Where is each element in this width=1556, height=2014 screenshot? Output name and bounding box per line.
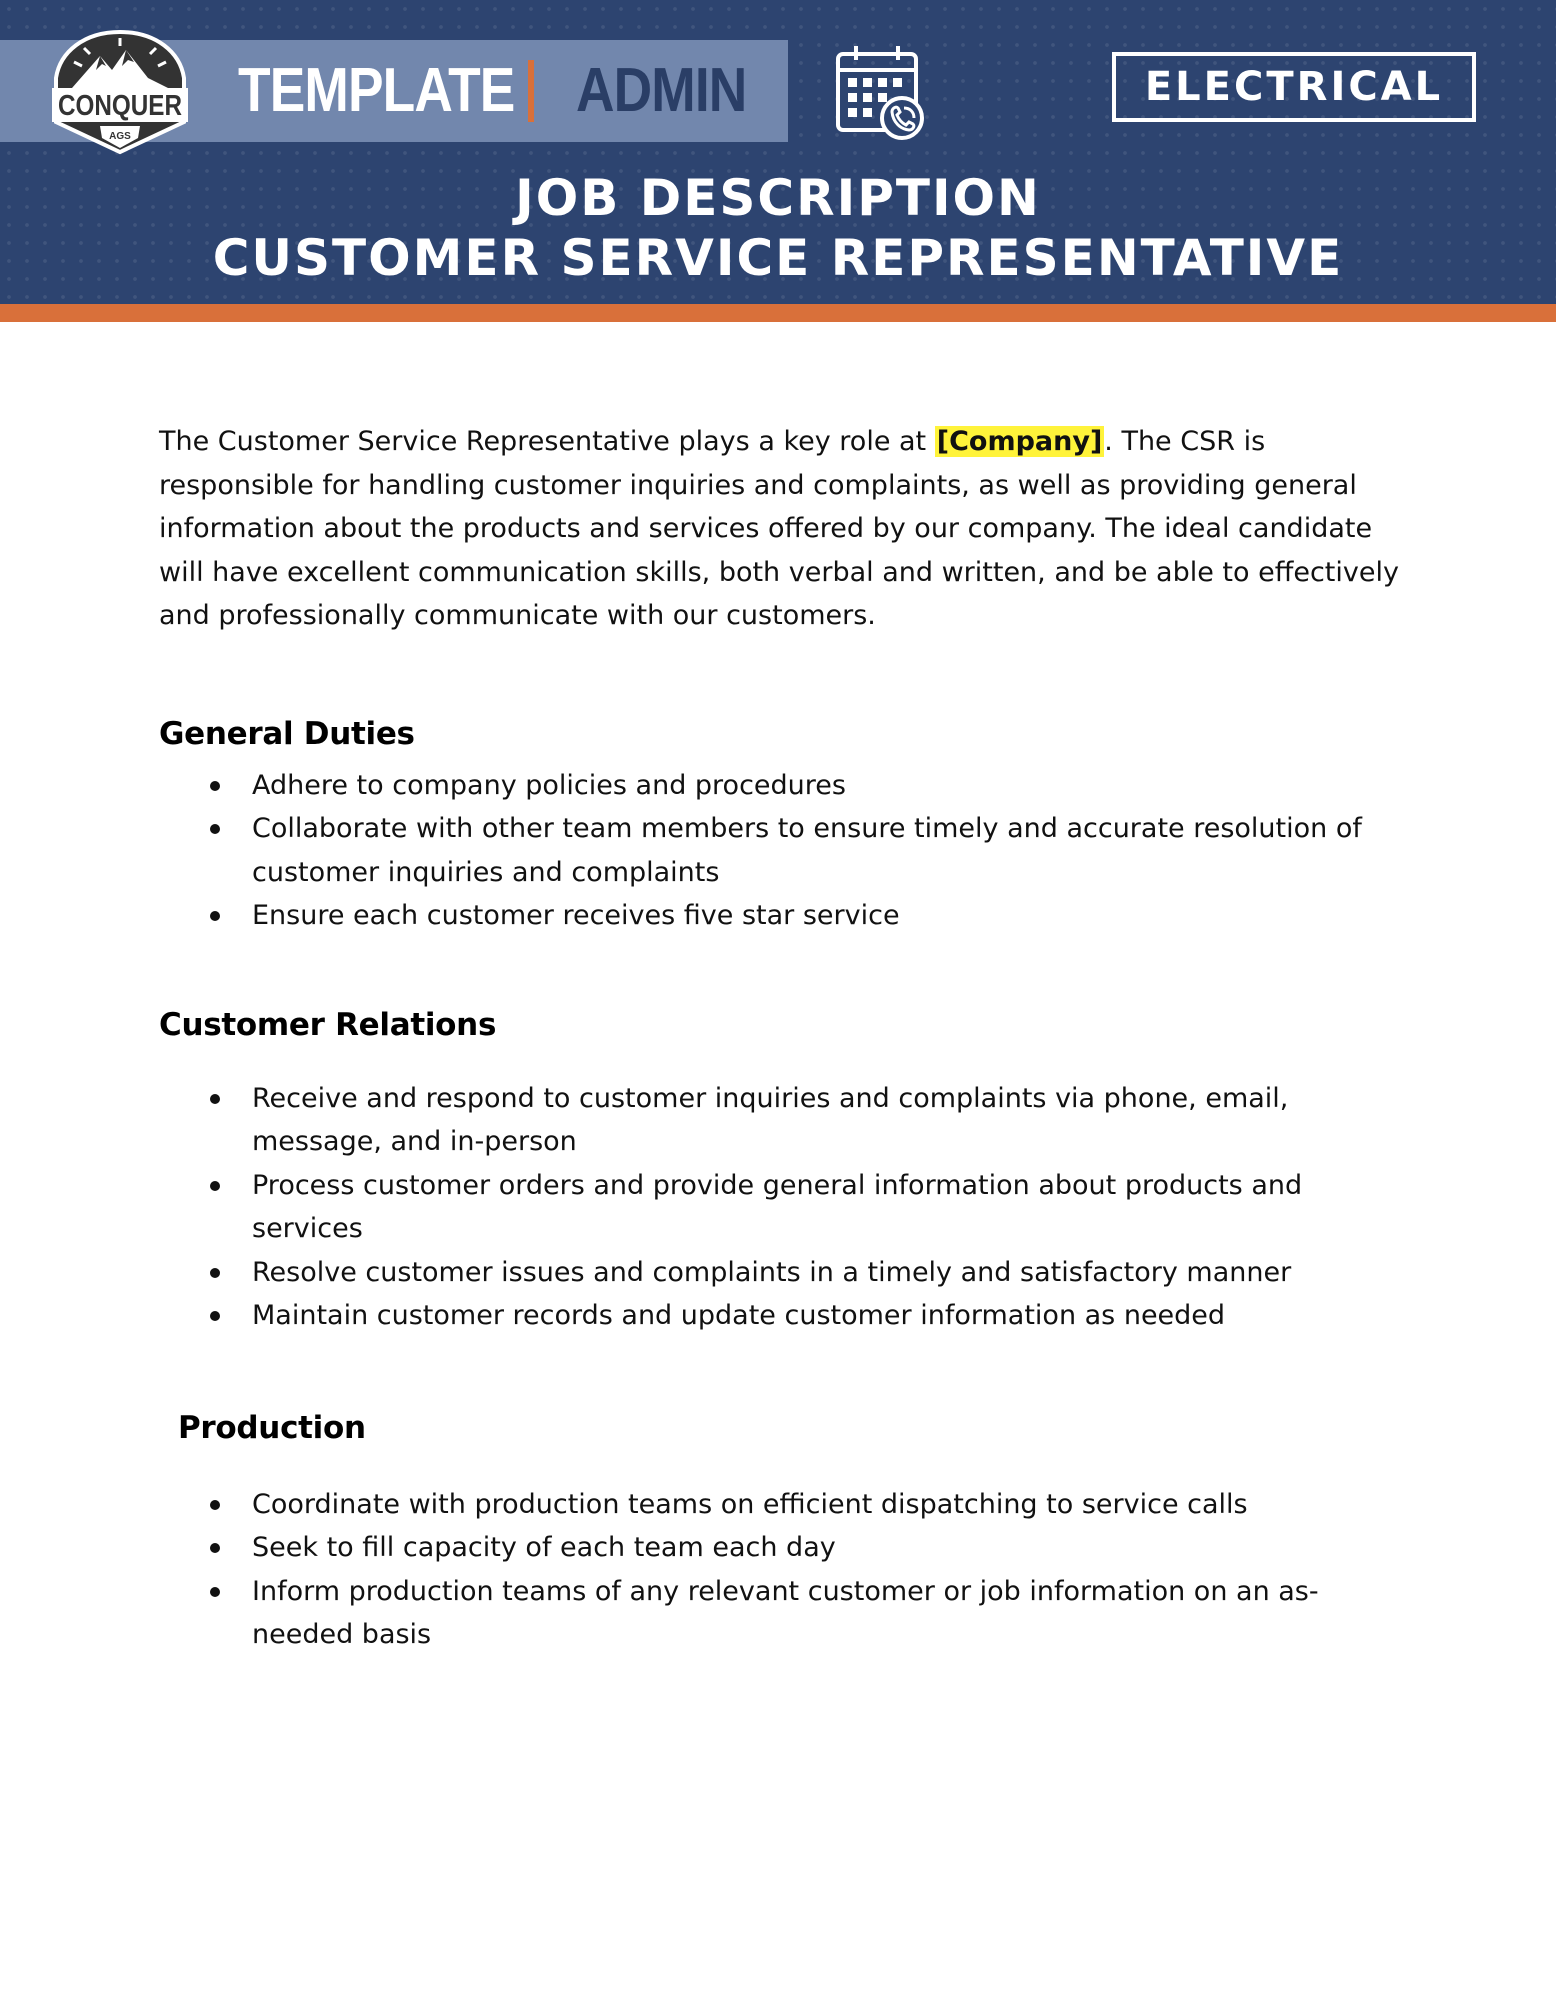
- section-heading-general-duties: General Duties: [159, 715, 415, 752]
- list-item: Coordinate with production teams on efficient dispatching to service calls: [159, 1483, 1399, 1527]
- list-item: Receive and respond to customer inquiries and complaints via phone, email, message, and in-person: [159, 1077, 1399, 1164]
- list-item: Collaborate with other team members to ensure timely and accurate resolution of customer inquiries and complaints: [159, 807, 1399, 894]
- document-body: [159, 420, 1429, 1657]
- trade-badge: [1112, 52, 1476, 122]
- header-accent-stripe: [0, 304, 1556, 322]
- document-title: [0, 168, 1556, 288]
- trade-label: ELECTRICAL: [1144, 64, 1444, 110]
- list-item: Inform production teams of any relevant customer or job information on an as-needed basis: [159, 1570, 1399, 1657]
- intro-paragraph: [159, 420, 1419, 638]
- conquer-logo: [44, 26, 196, 156]
- list-item: Maintain customer records and update customer information as needed: [159, 1294, 1399, 1338]
- list-item: Seek to fill capacity of each team each day: [159, 1526, 1399, 1570]
- list-item: Process customer orders and provide general information about products and services: [159, 1164, 1399, 1251]
- list-item: Ensure each customer receives five star service: [159, 894, 1399, 938]
- section-heading-customer-relations: Customer Relations: [159, 1006, 497, 1043]
- list-item: Resolve customer issues and complaints in a timely and satisfactory manner: [159, 1251, 1399, 1295]
- brand-admin-label: ADMIN: [576, 56, 747, 125]
- intro-text-before: The Customer Service Representative plays a key role at: [159, 426, 935, 457]
- logo-subtext: AGS: [109, 131, 131, 142]
- list-item: Adhere to company policies and procedures: [159, 764, 1399, 808]
- brand-template-label: TEMPLATE: [238, 56, 515, 125]
- title-line-1: JOB DESCRIPTION: [515, 169, 1041, 227]
- production-list: [159, 1483, 1399, 1657]
- page-header: [0, 0, 1556, 322]
- logo-wordmark: CONQUER: [58, 90, 183, 122]
- intro-text-after: . The CSR is responsible for handling customer inquiries and complaints, as well as providing general information about the products and services offered by our company. The ideal candidate will have excellent communication skills, both verbal and written, and be able to effectively and professionally communicate with our customers.: [159, 426, 1399, 631]
- general-duties-list: [159, 764, 1399, 938]
- section-heading-production: Production: [178, 1409, 366, 1446]
- brand-divider: [528, 60, 534, 122]
- calendar-phone-icon: [832, 42, 930, 142]
- company-placeholder: [Company]: [936, 426, 1103, 457]
- title-line-2: CUSTOMER SERVICE REPRESENTATIVE: [212, 229, 1344, 287]
- customer-relations-list: [159, 1077, 1399, 1338]
